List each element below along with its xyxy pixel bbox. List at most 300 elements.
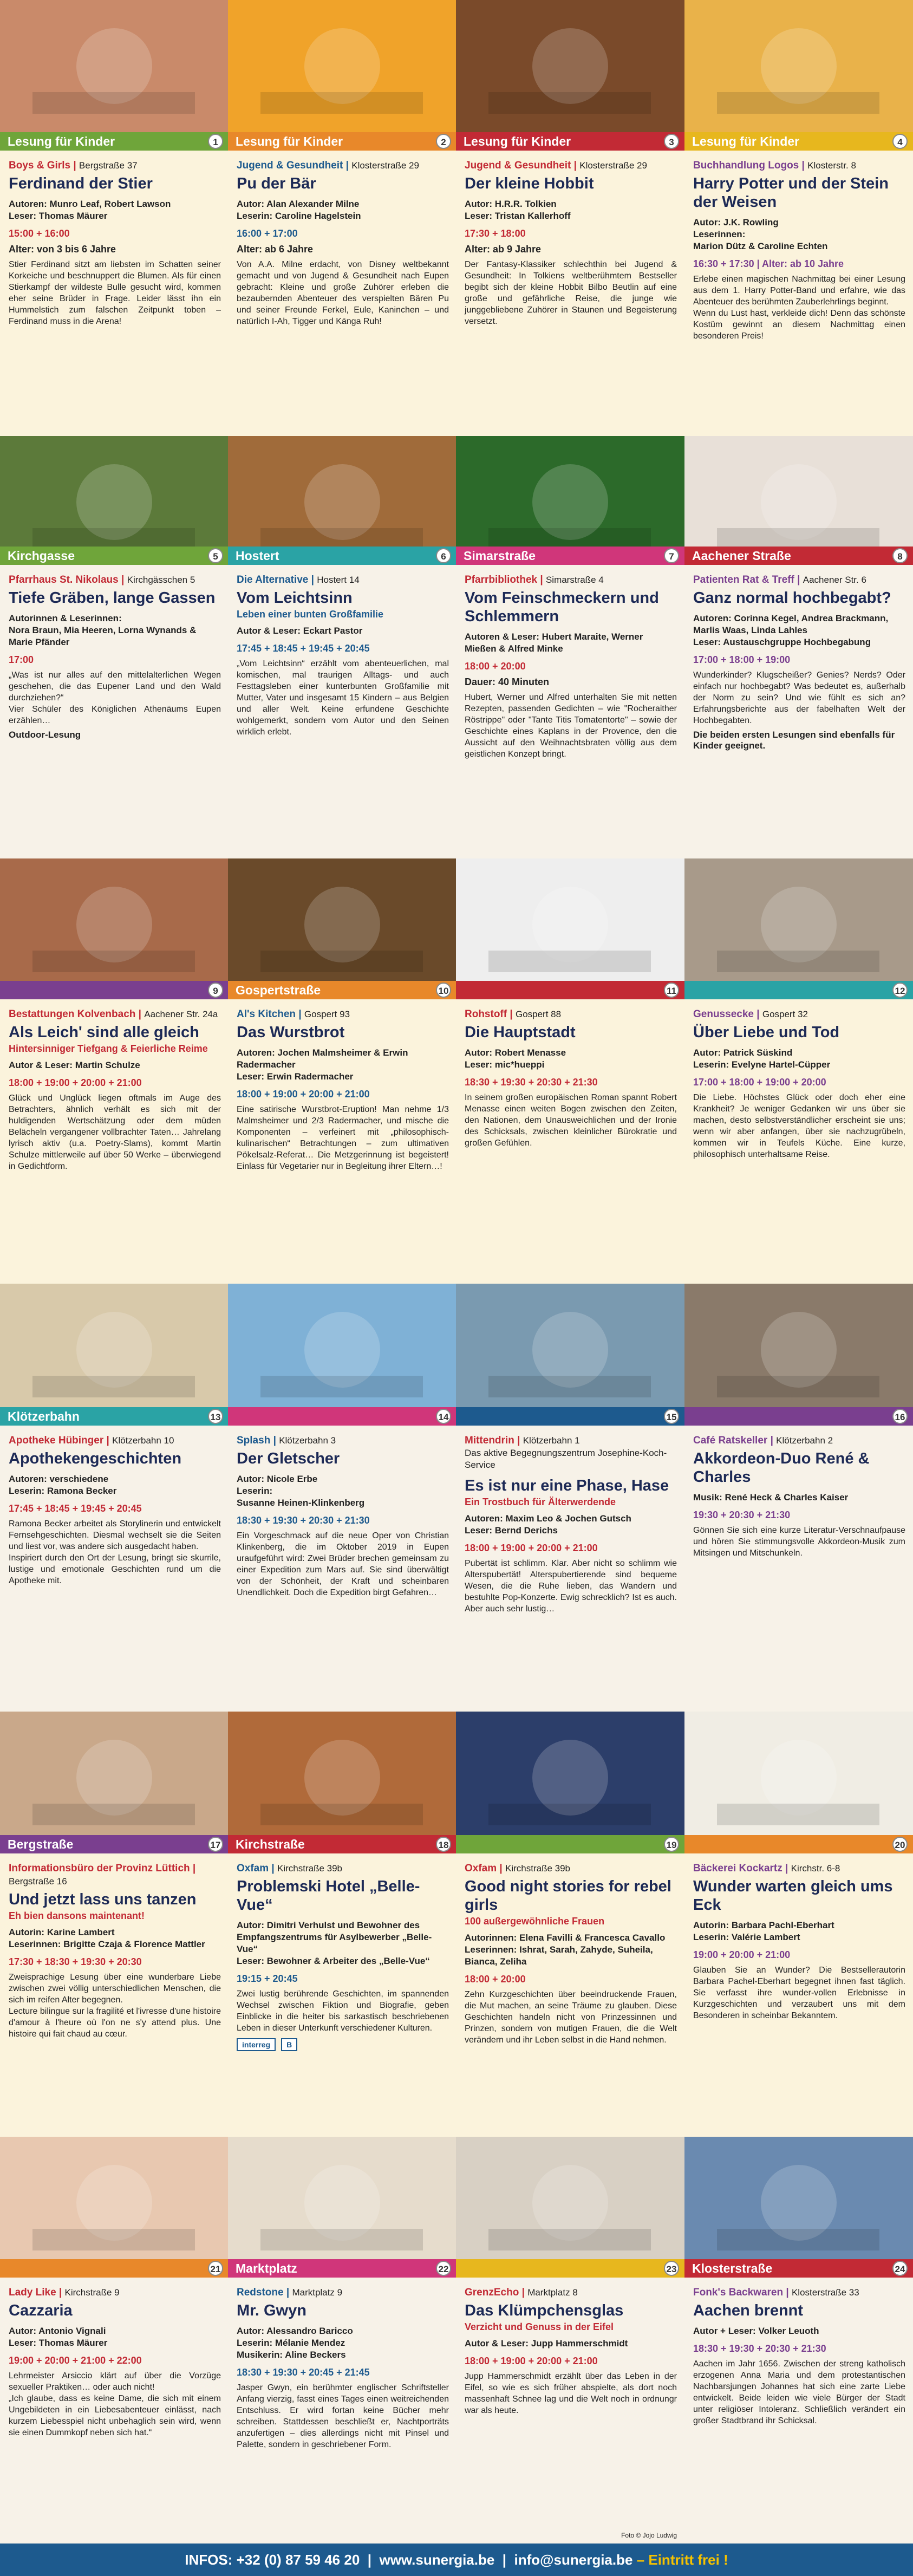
event-times: 17:00 xyxy=(9,654,34,665)
event-description: Eine satirische Wurstbrot-Eruption! Man nehme 1/3 Malmsheimer und 2/3 Radermacher, und mische die Komponenten – verfeinert mit „philosophisch-kulinarischen“ Betrachtungen – zum ultimativen Pökelsalz-Referat… Die Metzgerinnung ist begeistert! Einlass für Vegetarier nur in Begleitung ihrer Eltern…! xyxy=(237,1105,449,1171)
event-card xyxy=(228,151,456,436)
event-times: 18:00 + 20:00 xyxy=(465,661,526,672)
event-photo xyxy=(456,858,684,991)
venue-address: Aachener Str. 6 xyxy=(803,575,866,585)
event-description: In seinem großen europäischen Roman spannt Robert Menasse einen weiten Bogen zwischen den Zeiten, den Nationen, dem Unausweichlichen und der Ironie des Schicksals, zwischen kleinlicher Bürokratie und großen Gefühlen. xyxy=(465,1093,677,1148)
event-description: Gönnen Sie sich eine kurze Literatur-Verschnaufpause und hören Sie stimmungsvolle Akkordeon-Musik zum Mitsingen und Mitschunkeln. xyxy=(693,1526,905,1558)
event-description: Aachen im Jahr 1656. Zwischen der streng katholisch erzogenen Anna Maria und dem protestantischen Nachbarsjungen Johannes hat sich eine zarte Liebe entwickelt. Beide leiden wie viele Bürger der Stadt unter religiöser Intoleranz. Schließlich verändert ein großer Stadtbrand ihr Schicksal. xyxy=(693,2359,905,2425)
credits: Autor: H.R.R. Tolkien Leser: Tristan Kallerhoff xyxy=(465,199,571,221)
event-times: 18:30 + 19:30 + 20:30 + 21:30 xyxy=(693,2343,826,2354)
event-number-badge: 5 xyxy=(208,548,223,563)
event-note: Die beiden ersten Lesungen sind ebenfalls für Kinder geeignet. xyxy=(693,730,895,751)
event-photo xyxy=(228,0,456,133)
event-times: 17:00 + 18:00 + 19:00 + 20:00 xyxy=(693,1077,826,1088)
venue-address: Marktplatz 9 xyxy=(292,2287,343,2298)
venue-name: Jugend & Gesundheit | Klosterstraße 29 xyxy=(237,160,419,171)
event-times: 18:00 + 19:00 + 20:00 + 21:00 xyxy=(465,2356,598,2366)
event-number-badge: 20 xyxy=(892,1837,908,1852)
venue-label: Redstone xyxy=(237,2287,284,2298)
event-title: Über Liebe und Tod xyxy=(693,1024,840,1041)
venue-label: Patienten Rat & Treff xyxy=(693,574,794,586)
event-description: Jupp Hammerschmidt erzählt über das Leben in der Eifel, so wie es sich früher abspielte, als dort noch massenhaft Schnee lag und die Welt noch in ordnungr war als heute. xyxy=(465,2372,677,2415)
age-or-duration: Alter: ab 6 Jahre xyxy=(237,244,314,255)
street-bar xyxy=(0,132,229,151)
event-photo xyxy=(456,1284,684,1416)
event-photo xyxy=(228,2137,456,2269)
venue-address: Gospert 88 xyxy=(515,1009,562,1019)
venue-subtitle: Das aktive Begegnungszentrum Josephine-Koch-Service xyxy=(465,1448,667,1470)
photo-credit: Foto © Jojo Ludwig xyxy=(621,2532,677,2539)
venue-label: Fonk's Backwaren xyxy=(693,2287,784,2298)
venue-label: Informationsbüro der Provinz Lüttich xyxy=(9,1863,190,1874)
credits: Autor: Antonio Vignali Leser: Thomas Mäurer xyxy=(9,2326,108,2348)
event-subtitle: Eh bien dansons maintenant! xyxy=(9,1910,145,1921)
venue-address: Kirchgässchen 5 xyxy=(127,575,195,585)
street-bar xyxy=(0,1407,229,1426)
venue-name: Apotheke Hübinger | Klötzerbahn 10 xyxy=(9,1435,174,1446)
event-number-badge: 12 xyxy=(892,983,908,998)
event-number-badge: 22 xyxy=(436,2261,451,2276)
footer-email[interactable]: info@sunergia.be xyxy=(514,2552,633,2568)
event-title: Vom Leichtsinn xyxy=(237,589,353,607)
event-photo xyxy=(684,0,913,133)
event-card xyxy=(456,2278,684,2544)
event-description: Lehrmeister Arsiccio klärt auf über die Vorzüge sexueller Praktiken… oder auch nicht! „Ich glaube, dass es keine Dame, die sich mit einem Ungebildeten in ein Liebesabenteuer einlässt, nach kurzem Liebesspiel nicht unbehaglich sein wird, wenn sie einen Dummkopf neben sich hat.“ xyxy=(9,2371,221,2437)
event-times: 18:30 + 19:30 + 20:30 + 21:30 xyxy=(465,1077,598,1088)
street-bar xyxy=(456,1835,684,1853)
street-label: Lesung für Kinder xyxy=(236,134,343,148)
credits: Musik: René Heck & Charles Kaiser xyxy=(693,1492,849,1502)
event-times: 19:15 + 20:45 xyxy=(237,1973,298,1984)
street-bar xyxy=(0,1835,229,1853)
venue-name: Fonk's Backwaren | Klosterstraße 33 xyxy=(693,2287,859,2298)
venue-address: Klötzerbahn 10 xyxy=(112,1435,174,1446)
street-bar xyxy=(456,2259,684,2278)
photo-placeholder xyxy=(228,1284,456,1416)
venue-name: Pfarrhaus St. Nikolaus | Kirchgässchen 5 xyxy=(9,574,195,586)
street-bar xyxy=(228,547,456,565)
venue-address: Kirchstraße 39b xyxy=(277,1863,343,1874)
photo-placeholder xyxy=(228,2137,456,2269)
event-description: Der Fantasy-Klassiker schlechthin bei Jugend & Gesundheit: In Tolkiens weltberühmtem Bestseller begibt sich der kleine Hobbit Bilbo Beutlin auf eine große und gefährliche Reise, die junge wie junggebliebene Zuhörer in Staunen und Begeisterung versetzt. xyxy=(465,260,677,326)
venue-label: Buchhandlung Logos xyxy=(693,160,799,171)
credits: Autoren: Jochen Malmsheimer & Erwin Radermacher Leser: Erwin Radermacher xyxy=(237,1048,408,1082)
photo-placeholder xyxy=(456,2137,684,2269)
event-card xyxy=(228,1426,456,1712)
venue-address: Klötzerbahn 2 xyxy=(776,1435,833,1446)
credits: Autor: Patrick Süskind Leserin: Evelyne Hartel-Cüpper xyxy=(693,1048,831,1070)
venue-address: Kirchstraße 39b xyxy=(505,1863,571,1874)
event-number-badge: 14 xyxy=(436,1409,451,1424)
text-row xyxy=(0,2278,913,2544)
event-title: Wunder warten gleich ums Eck xyxy=(693,1878,893,1914)
event-title: Ferdinand der Stier xyxy=(9,175,153,192)
event-description: Ein Vorgeschmack auf die neue Oper von Christian Klinkenberg, die im Oktober 2019 in Eupen uraufgeführt wird: Zwei Brüder brechen gemeinsam zu einer Expedition zum Mars auf. Sie sind überwältigt von der Schönheit, der Kraft und scheinbaren Unendlichkeit. Doch die Expedition birgt Gefahren… xyxy=(237,1531,449,1597)
event-card xyxy=(456,1853,684,2137)
street-label: Kirchstraße xyxy=(236,1837,305,1851)
photo-placeholder xyxy=(0,858,229,991)
event-times: 18:00 + 19:00 + 20:00 + 21:00 xyxy=(237,1089,370,1100)
venue-name: Café Ratskeller | Klötzerbahn 2 xyxy=(693,1435,833,1446)
event-number-badge: 1 xyxy=(208,134,223,149)
venue-label: GrenzEcho xyxy=(465,2287,519,2298)
venue-name: Al's Kitchen | Gospert 93 xyxy=(237,1009,350,1020)
street-label: Bergstraße xyxy=(8,1837,74,1851)
event-number-badge: 11 xyxy=(664,983,679,998)
event-description: Hubert, Werner und Alfred unterhalten Sie mit netten Rezepten, passenden Gedichten – wie "Rocheraither Röstrippe" oder "Tante Titis Tomatentorte" – sowie der Geschichte eines Kaplans in der Provence, den die Aussicht auf den Weihnachtsbraten völlig aus dem geistlichen Konzept bringt. xyxy=(465,693,677,759)
venue-name: Genussecke | Gospert 32 xyxy=(693,1009,808,1020)
text-row xyxy=(0,1853,913,2137)
photo-placeholder xyxy=(0,2137,229,2269)
street-label: Gospertstraße xyxy=(236,983,321,997)
event-description: Stier Ferdinand sitzt am liebsten im Schatten seiner Korkeiche und beschnuppert die Blumen. Als für einen Stierkampf der wildeste Bulle gesucht wird, kommen eher seine Brüder in Frage. Leider lässt ihn ein Hummelstich zum falschen Zeitpunkt toben – Ferdinand muss in die Arena! xyxy=(9,260,221,326)
event-number-badge: 6 xyxy=(436,548,451,563)
event-number-badge: 17 xyxy=(208,1837,223,1852)
event-title: Good night stories for rebel girls xyxy=(465,1878,671,1914)
event-card xyxy=(0,1853,229,2137)
event-number-badge: 19 xyxy=(664,1837,679,1852)
photo-placeholder xyxy=(456,1284,684,1416)
venue-address: Gospert 93 xyxy=(304,1009,350,1019)
event-description: Glück und Unglück liegen oftmals im Auge des Betrachters, ähnlich verhält es sich mit der huldigenden Wertschätzung oder dem müden Belächeln vergangener vollbrachter Taten… Jahrelang lyrisch aktiv (u.a. Poetry-Slams), kommt Martin Schulze mittlerweile auf über 50 Werke – überwiegend in Gedichtform. xyxy=(9,1094,221,1171)
partner-logos xyxy=(237,2038,449,2051)
event-times: 18:00 + 19:00 + 20:00 + 21:00 xyxy=(9,1077,142,1088)
event-note: Outdoor-Lesung xyxy=(9,730,81,740)
street-label: Kirchgasse xyxy=(8,549,75,563)
venue-name: Boys & Girls | Bergstraße 37 xyxy=(9,160,138,171)
street-bar xyxy=(228,132,456,151)
venue-label: Bäckerei Kockartz xyxy=(693,1863,782,1874)
event-title: Und jetzt lass uns tanzen xyxy=(9,1891,197,1908)
event-card xyxy=(228,565,456,858)
text-row xyxy=(0,1426,913,1712)
footer-phone: INFOS: +32 (0) 87 59 46 20 xyxy=(185,2552,360,2568)
event-card xyxy=(0,999,229,1284)
credits: Autor + Leser: Volker Leuoth xyxy=(693,2326,819,2336)
credits: Autor: Robert Menasse Leser: mic*hueppi xyxy=(465,1048,566,1070)
street-bar xyxy=(684,1407,913,1426)
event-photo xyxy=(0,1284,229,1416)
event-number-badge: 16 xyxy=(892,1409,908,1424)
venue-label: Jugend & Gesundheit xyxy=(237,160,343,171)
credits: Autoren: Maxim Leo & Jochen Gutsch Leser: Bernd Derichs xyxy=(465,1513,631,1536)
event-photo xyxy=(228,858,456,991)
venue-label: Pfarrbibliothek xyxy=(465,574,538,586)
event-times: 19:30 + 20:30 + 21:30 xyxy=(693,1510,791,1520)
photo-placeholder xyxy=(456,0,684,133)
photo-placeholder xyxy=(228,0,456,133)
event-title: Tiefe Gräben, lange Gassen xyxy=(9,589,216,607)
event-title: Mr. Gwyn xyxy=(237,2302,306,2319)
street-bar xyxy=(228,2259,456,2278)
event-card xyxy=(684,151,913,436)
venue-address: Marktplatz 8 xyxy=(527,2287,578,2298)
text-row xyxy=(0,999,913,1284)
event-photo xyxy=(228,1284,456,1416)
event-photo xyxy=(684,2137,913,2269)
venue-address: Klötzerbahn 1 xyxy=(523,1435,580,1446)
credits: Autorin: Karine Lambert Leserinnen: Brigitte Czaja & Florence Mattler xyxy=(9,1927,205,1949)
venue-address: Klosterstraße 33 xyxy=(791,2287,859,2298)
event-times: 17:30 + 18:30 + 19:30 + 20:30 xyxy=(9,1956,142,1967)
photo-placeholder xyxy=(228,858,456,991)
event-times: 18:30 + 19:30 + 20:45 + 21:45 xyxy=(237,2367,370,2378)
event-times: 16:30 + 17:30 | Alter: ab 10 Jahre xyxy=(693,258,844,269)
venue-name: Buchhandlung Logos | Klosterstr. 8 xyxy=(693,160,856,171)
event-title: Es ist nur eine Phase, Hase xyxy=(465,1477,669,1494)
event-title: Das Wurstbrot xyxy=(237,1024,345,1041)
street-bar xyxy=(684,2259,913,2278)
event-card xyxy=(0,2278,229,2544)
venue-label: Oxfam xyxy=(237,1863,269,1874)
event-description: Erlebe einen magischen Nachmittag bei einer Lesung aus dem 1. Harry Potter-Band und erfahre, wie das Abenteuer des berühmten Zauberlehrlings beginnt. Wenn du Lust hast, verkleide dich! Denn das schönste Kostüm gewinnt an diesem Nachmittag einen besonderen Preis! xyxy=(693,275,905,341)
venue-address: Bergstraße 16 xyxy=(9,1876,67,1887)
event-photo xyxy=(0,1712,229,1844)
event-times: 17:00 + 18:00 + 19:00 xyxy=(693,654,791,665)
venue-name: Redstone | Marktplatz 9 xyxy=(237,2287,343,2298)
image-row xyxy=(0,858,913,991)
event-title: Der Gletscher xyxy=(237,1450,340,1467)
street-label: Klosterstraße xyxy=(692,2261,773,2275)
event-times: 19:00 + 20:00 + 21:00 xyxy=(693,1949,791,1960)
street-bar xyxy=(456,1407,684,1426)
event-card xyxy=(228,1853,456,2137)
event-times: 17:45 + 18:45 + 19:45 + 20:45 xyxy=(9,1503,142,1514)
venue-name: Mittendrin | Klötzerbahn 1 xyxy=(465,1435,580,1446)
venue-name: Patienten Rat & Treff | Aachener Str. 6 xyxy=(693,574,866,586)
event-times: 18:00 + 19:00 + 20:00 + 21:00 xyxy=(465,1543,598,1553)
event-number-badge: 7 xyxy=(664,548,679,563)
event-title: Akkordeon-Duo René & Charles xyxy=(693,1450,870,1486)
credits: Autorinnen: Elena Favilli & Francesca Cavallo Leserinnen: Ishrat, Sarah, Zahyde, Suheila, Bianca, Zeliha xyxy=(465,1933,666,1967)
credits: Autoren: Corinna Kegel, Andrea Brackmann, Marlis Waas, Linda Lahles Leser: Austauschgruppe Hochbegabung xyxy=(693,613,889,647)
event-photo xyxy=(684,1712,913,1844)
venue-name: Pfarrbibliothek | Simarstraße 4 xyxy=(465,574,604,586)
event-number-badge: 23 xyxy=(664,2261,679,2276)
venue-label: Bestattungen Kolvenbach xyxy=(9,1009,136,1020)
event-number-badge: 8 xyxy=(892,548,908,563)
event-description: Wunderkinder? Klugscheißer? Genies? Nerds? Oder einfach nur hochbegabt? Was bedeutet es, außerhalb der Norm zu sein? Und wie fühlt es sich an? Erfahrungsberichte aus der fabelhaften Welt der Hochbegabten. xyxy=(693,671,905,725)
event-title: Cazzaria xyxy=(9,2302,73,2319)
event-number-badge: 15 xyxy=(664,1409,679,1424)
event-title: Das Klümpchensglas xyxy=(465,2302,624,2319)
event-description: Jasper Gwyn, ein berühmter englischer Schriftsteller Anfang vierzig, fasst eines Tages einen weitreichenden Entschluss. Er wird fortan keine Bücher mehr schreiben. Stattdessen beschließt er, Nachtporträts anzufertigen – dies allerdings nicht mit Pinsel und Palette, sondern in geschriebener Form. xyxy=(237,2383,449,2449)
event-photo xyxy=(456,2137,684,2269)
event-photo xyxy=(684,858,913,991)
street-label: Lesung für Kinder xyxy=(692,134,800,148)
photo-placeholder xyxy=(684,858,913,991)
venue-name: Splash | Klötzerbahn 3 xyxy=(237,1435,336,1446)
venue-name: Rohstoff | Gospert 88 xyxy=(465,1009,562,1020)
street-label: Simarstraße xyxy=(464,549,536,563)
venue-label: Pfarrhaus St. Nikolaus xyxy=(9,574,119,586)
event-card xyxy=(228,2278,456,2544)
event-card xyxy=(456,565,684,858)
event-title: Apothekengeschichten xyxy=(9,1450,182,1467)
venue-address: Kirchstraße 9 xyxy=(64,2287,120,2298)
event-number-badge: 3 xyxy=(664,134,679,149)
credits: Autor: Nicole Erbe Leserin: Susanne Heinen-Klinkenberg xyxy=(237,1474,365,1508)
credits: Autorin: Barbara Pachl-Eberhart Leserin: Valérie Lambert xyxy=(693,1920,834,1942)
event-card xyxy=(684,1426,913,1712)
venue-label: Apotheke Hübinger xyxy=(9,1435,104,1446)
credits: Autor & Leser: Eckart Pastor xyxy=(237,626,363,636)
photo-placeholder xyxy=(684,1284,913,1416)
venue-address: Simarstraße 4 xyxy=(545,575,604,585)
credits: Autor: J.K. Rowling Leserinnen: Marion Dütz & Caroline Echten xyxy=(693,217,828,251)
event-description: Zweisprachige Lesung über eine wunderbare Liebe zwischen zwei völlig unterschiedlichen Menschen, die sich im reifen Alter begegnen. Lecture bilingue sur la fragilité et l'ivresse d'une histoire d'amour à l'heure où l'on ne s'y attend plus. Une histoire qui fait chaud au cœur. xyxy=(9,1973,221,2039)
street-bar xyxy=(456,132,684,151)
event-title: Ganz normal hochbegabt? xyxy=(693,589,891,607)
event-photo xyxy=(0,2137,229,2269)
street-bar xyxy=(0,2259,229,2278)
event-description: „Was ist nur alles auf den mittelalterlichen Wegen geschehen, die das Eupener Land und den Wald durchziehen?“ Vier Schüler des Königlichen Athenäums Eupen erzählen… xyxy=(9,671,221,725)
image-row xyxy=(0,1284,913,1416)
venue-address: Klosterstr. 8 xyxy=(807,160,856,171)
street-bar xyxy=(684,981,913,999)
credits: Autor & Leser: Jupp Hammerschmidt xyxy=(465,2338,628,2349)
venue-address: Klosterstraße 29 xyxy=(351,160,419,171)
street-bar xyxy=(228,1835,456,1853)
street-label: Marktplatz xyxy=(236,2261,297,2275)
photo-placeholder xyxy=(456,1712,684,1844)
event-description: Pubertät ist schlimm. Klar. Aber nicht so schlimm wie Alterspubertät! Alterspubertierende sind bequeme Wesen, die die Ruhe lieben, das Wandern und bestuhlte Pop-Konzerte. Ewig schrecklich? Ist es auch. Aber auch sehr lustig… xyxy=(465,1559,677,1614)
street-bar xyxy=(0,981,229,999)
footer-website[interactable]: www.sunergia.be xyxy=(379,2552,495,2568)
venue-label: Die Alternative xyxy=(237,574,309,586)
street-label: Lesung für Kinder xyxy=(464,134,571,148)
venue-name: Die Alternative | Hostert 14 xyxy=(237,574,360,586)
event-times: 19:00 + 20:00 + 21:00 + 22:00 xyxy=(9,2355,142,2366)
info-footer: INFOS: +32 (0) 87 59 46 20 | www.sunergia.be | info@sunergia.be – Eintritt frei ! xyxy=(0,2544,913,2576)
interreg-logo: interreg xyxy=(237,2038,276,2051)
credits: Autor: Alan Alexander Milne Leserin: Caroline Hagelstein xyxy=(237,199,361,221)
event-subtitle: 100 außergewöhnliche Frauen xyxy=(465,1916,605,1927)
event-photo xyxy=(456,1712,684,1844)
image-row xyxy=(0,0,913,133)
event-card xyxy=(456,151,684,436)
credits: Autoren & Leser: Hubert Maraite, Werner Mießen & Alfred Minke xyxy=(465,632,643,654)
event-number-badge: 10 xyxy=(436,983,451,998)
event-times: 18:30 + 19:30 + 20:30 + 21:30 xyxy=(237,1515,370,1526)
venue-name: Oxfam | Kirchstraße 39b xyxy=(237,1863,343,1874)
text-row xyxy=(0,151,913,436)
event-title: Die Hauptstadt xyxy=(465,1024,576,1041)
photo-placeholder xyxy=(456,858,684,991)
event-description: Von A.A. Milne erdacht, von Disney weltbekannt gemacht und von Jugend & Gesundheit nach Eupen gebracht: Kleine und große Zuhörer erleben die bezaubernden Abenteuer des verspielten Bären Pu und seiner Freunde Ferkel, Eule, Kaninchen – und natürlich I-Ah, Tigger und Känga Ruh! xyxy=(237,260,449,326)
event-description: Zehn Kurzgeschichten über beeindruckende Frauen, die Mut machen, an seine Träume zu glauben. Diese Geschichten handeln nicht von Prinzessinnen und Prinzen, sondern von mutigen Frauen, die die Welt verändern und ihr Leben selbst in die Hand nehmen. xyxy=(465,1990,677,2045)
event-photo xyxy=(684,1284,913,1416)
event-description: Glauben Sie an Wunder? Die Bestsellerautorin Barbara Pachel-Eberhart begegnet ihnen fast täglich. Sie verfasst ihre wunder-vollen Erlebnisse in Kurzgeschichten und verzaubert uns mit dem Besonderen in scheinbar Bekanntem. xyxy=(693,1966,905,2020)
photo-placeholder xyxy=(0,1712,229,1844)
event-description: „Vom Leichtsinn“ erzählt vom abenteuerlichen, mal komischen, mal traurigen Alltags- und auch Festtagsleben einer kunterbunten Großfamilie mit Mutter, Vater und insgesamt 15 Kindern – aus Belgien und aller Welt. Keine erfundene Geschichte wohlgemerkt, sondern vom Autor und den Seinen wirklich erlebt. xyxy=(237,659,449,737)
street-bar xyxy=(684,547,913,565)
event-times: 17:45 + 18:45 + 19:45 + 20:45 xyxy=(237,643,370,654)
event-card xyxy=(684,565,913,858)
street-bar xyxy=(228,1407,456,1426)
venue-label: Café Ratskeller xyxy=(693,1435,768,1446)
event-title: Aachen brennt xyxy=(693,2302,804,2319)
event-title: Pu der Bär xyxy=(237,175,316,192)
event-subtitle: Leben einer bunten Großfamilie xyxy=(237,609,384,620)
venue-label: Lady Like xyxy=(9,2287,56,2298)
photo-placeholder xyxy=(0,1284,229,1416)
venue-label: Mittendrin xyxy=(465,1435,514,1446)
event-title: Als Leich' sind alle gleich xyxy=(9,1024,199,1041)
venue-address: Aachener Str. 24a xyxy=(144,1009,218,1019)
street-bar xyxy=(0,547,229,565)
street-bar xyxy=(456,547,684,565)
event-times: 16:00 + 17:00 xyxy=(237,228,298,239)
text-row xyxy=(0,565,913,858)
venue-name: Informationsbüro der Provinz Lüttich | Bergstraße 16 xyxy=(9,1863,196,1887)
street-bar xyxy=(684,1835,913,1853)
event-times: 15:00 + 16:00 xyxy=(9,228,70,239)
event-card xyxy=(0,1426,229,1712)
image-row xyxy=(0,2137,913,2269)
event-description: Die Liebe. Höchstes Glück oder doch eher eine Krankheit? Je weniger Gedanken wir uns über sie machen, desto selbstverständlicher erscheint sie uns; wenn wir aber anfangen, über sie nachzugrübeln, kommen wir in Teufels Küche. Eine kurze, philosophisch unterhaltsame Reise. xyxy=(693,1093,905,1159)
event-number-badge: 2 xyxy=(436,134,451,149)
event-card xyxy=(684,2278,913,2544)
venue-name: Bestattungen Kolvenbach | Aachener Str. 24a xyxy=(9,1009,218,1020)
street-bar xyxy=(684,132,913,151)
street-label: Lesung für Kinder xyxy=(8,134,115,148)
b-logo: B xyxy=(281,2038,297,2051)
street-label: Klötzerbahn xyxy=(8,1409,80,1423)
credits: Autoren: Munro Leaf, Robert Lawson Leser: Thomas Mäurer xyxy=(9,199,171,221)
venue-label: Al's Kitchen xyxy=(237,1009,296,1020)
credits: Autorinnen & Leserinnen: Nora Braun, Mia Heeren, Lorna Wynands & Marie Pfänder xyxy=(9,613,197,647)
venue-name: Bäckerei Kockartz | Kirchstr. 6-8 xyxy=(693,1863,840,1874)
photo-placeholder xyxy=(228,1712,456,1844)
venue-address: Klötzerbahn 3 xyxy=(279,1435,336,1446)
event-card xyxy=(456,1426,684,1712)
event-card xyxy=(228,999,456,1284)
venue-address: Hostert 14 xyxy=(317,575,360,585)
street-label: Hostert xyxy=(236,549,279,563)
event-card xyxy=(0,565,229,858)
venue-name: Jugend & Gesundheit | Klosterstraße 29 xyxy=(465,160,647,171)
venue-name: Lady Like | Kirchstraße 9 xyxy=(9,2287,120,2298)
event-description: Ramona Becker arbeitet als Storylinerin und entwickelt Fernsehgeschichten. Diesmal wechselt sie die Seiten und liest vor, was andere sich ausgedacht haben. Inspiriert durch den Ort der Lesung, bringt sie skurrile, lustige und emotionale Geschichten rund um die Apotheke mit. xyxy=(9,1519,221,1585)
footer-free-entry: – Eintritt frei ! xyxy=(636,2552,728,2568)
credits: Autor: Alessandro Baricco Leserin: Mélanie Mendez Musikerin: Aline Beckers xyxy=(237,2326,353,2360)
event-title: Vom Feinschmeckern und Schlemmern xyxy=(465,589,659,625)
event-subtitle: Verzicht und Genuss in der Eifel xyxy=(465,2321,614,2332)
age-or-duration: Dauer: 40 Minuten xyxy=(465,676,550,687)
venue-name: Oxfam | Kirchstraße 39b xyxy=(465,1863,571,1874)
venue-address: Kirchstr. 6-8 xyxy=(791,1863,840,1874)
event-title: Der kleine Hobbit xyxy=(465,175,594,192)
event-number-badge: 18 xyxy=(436,1837,451,1852)
event-title: Problemski Hotel „Belle-Vue“ xyxy=(237,1878,420,1914)
venue-label: Rohstoff xyxy=(465,1009,507,1020)
event-title: Harry Potter und der Stein der Weisen xyxy=(693,175,889,211)
street-bar xyxy=(228,981,456,999)
street-bar xyxy=(456,981,684,999)
event-subtitle: Ein Trostbuch für Älterwerdende xyxy=(465,1497,616,1507)
age-or-duration: Alter: ab 9 Jahre xyxy=(465,244,542,255)
event-subtitle: Hintersinniger Tiefgang & Feierliche Reime xyxy=(9,1043,208,1054)
event-times: 17:30 + 18:00 xyxy=(465,228,526,239)
photo-placeholder xyxy=(684,1712,913,1844)
event-card xyxy=(684,1853,913,2137)
event-number-badge: 24 xyxy=(892,2261,908,2276)
venue-label: Genussecke xyxy=(693,1009,754,1020)
event-number-badge: 4 xyxy=(892,134,908,149)
event-photo xyxy=(0,858,229,991)
photo-placeholder xyxy=(0,0,229,133)
